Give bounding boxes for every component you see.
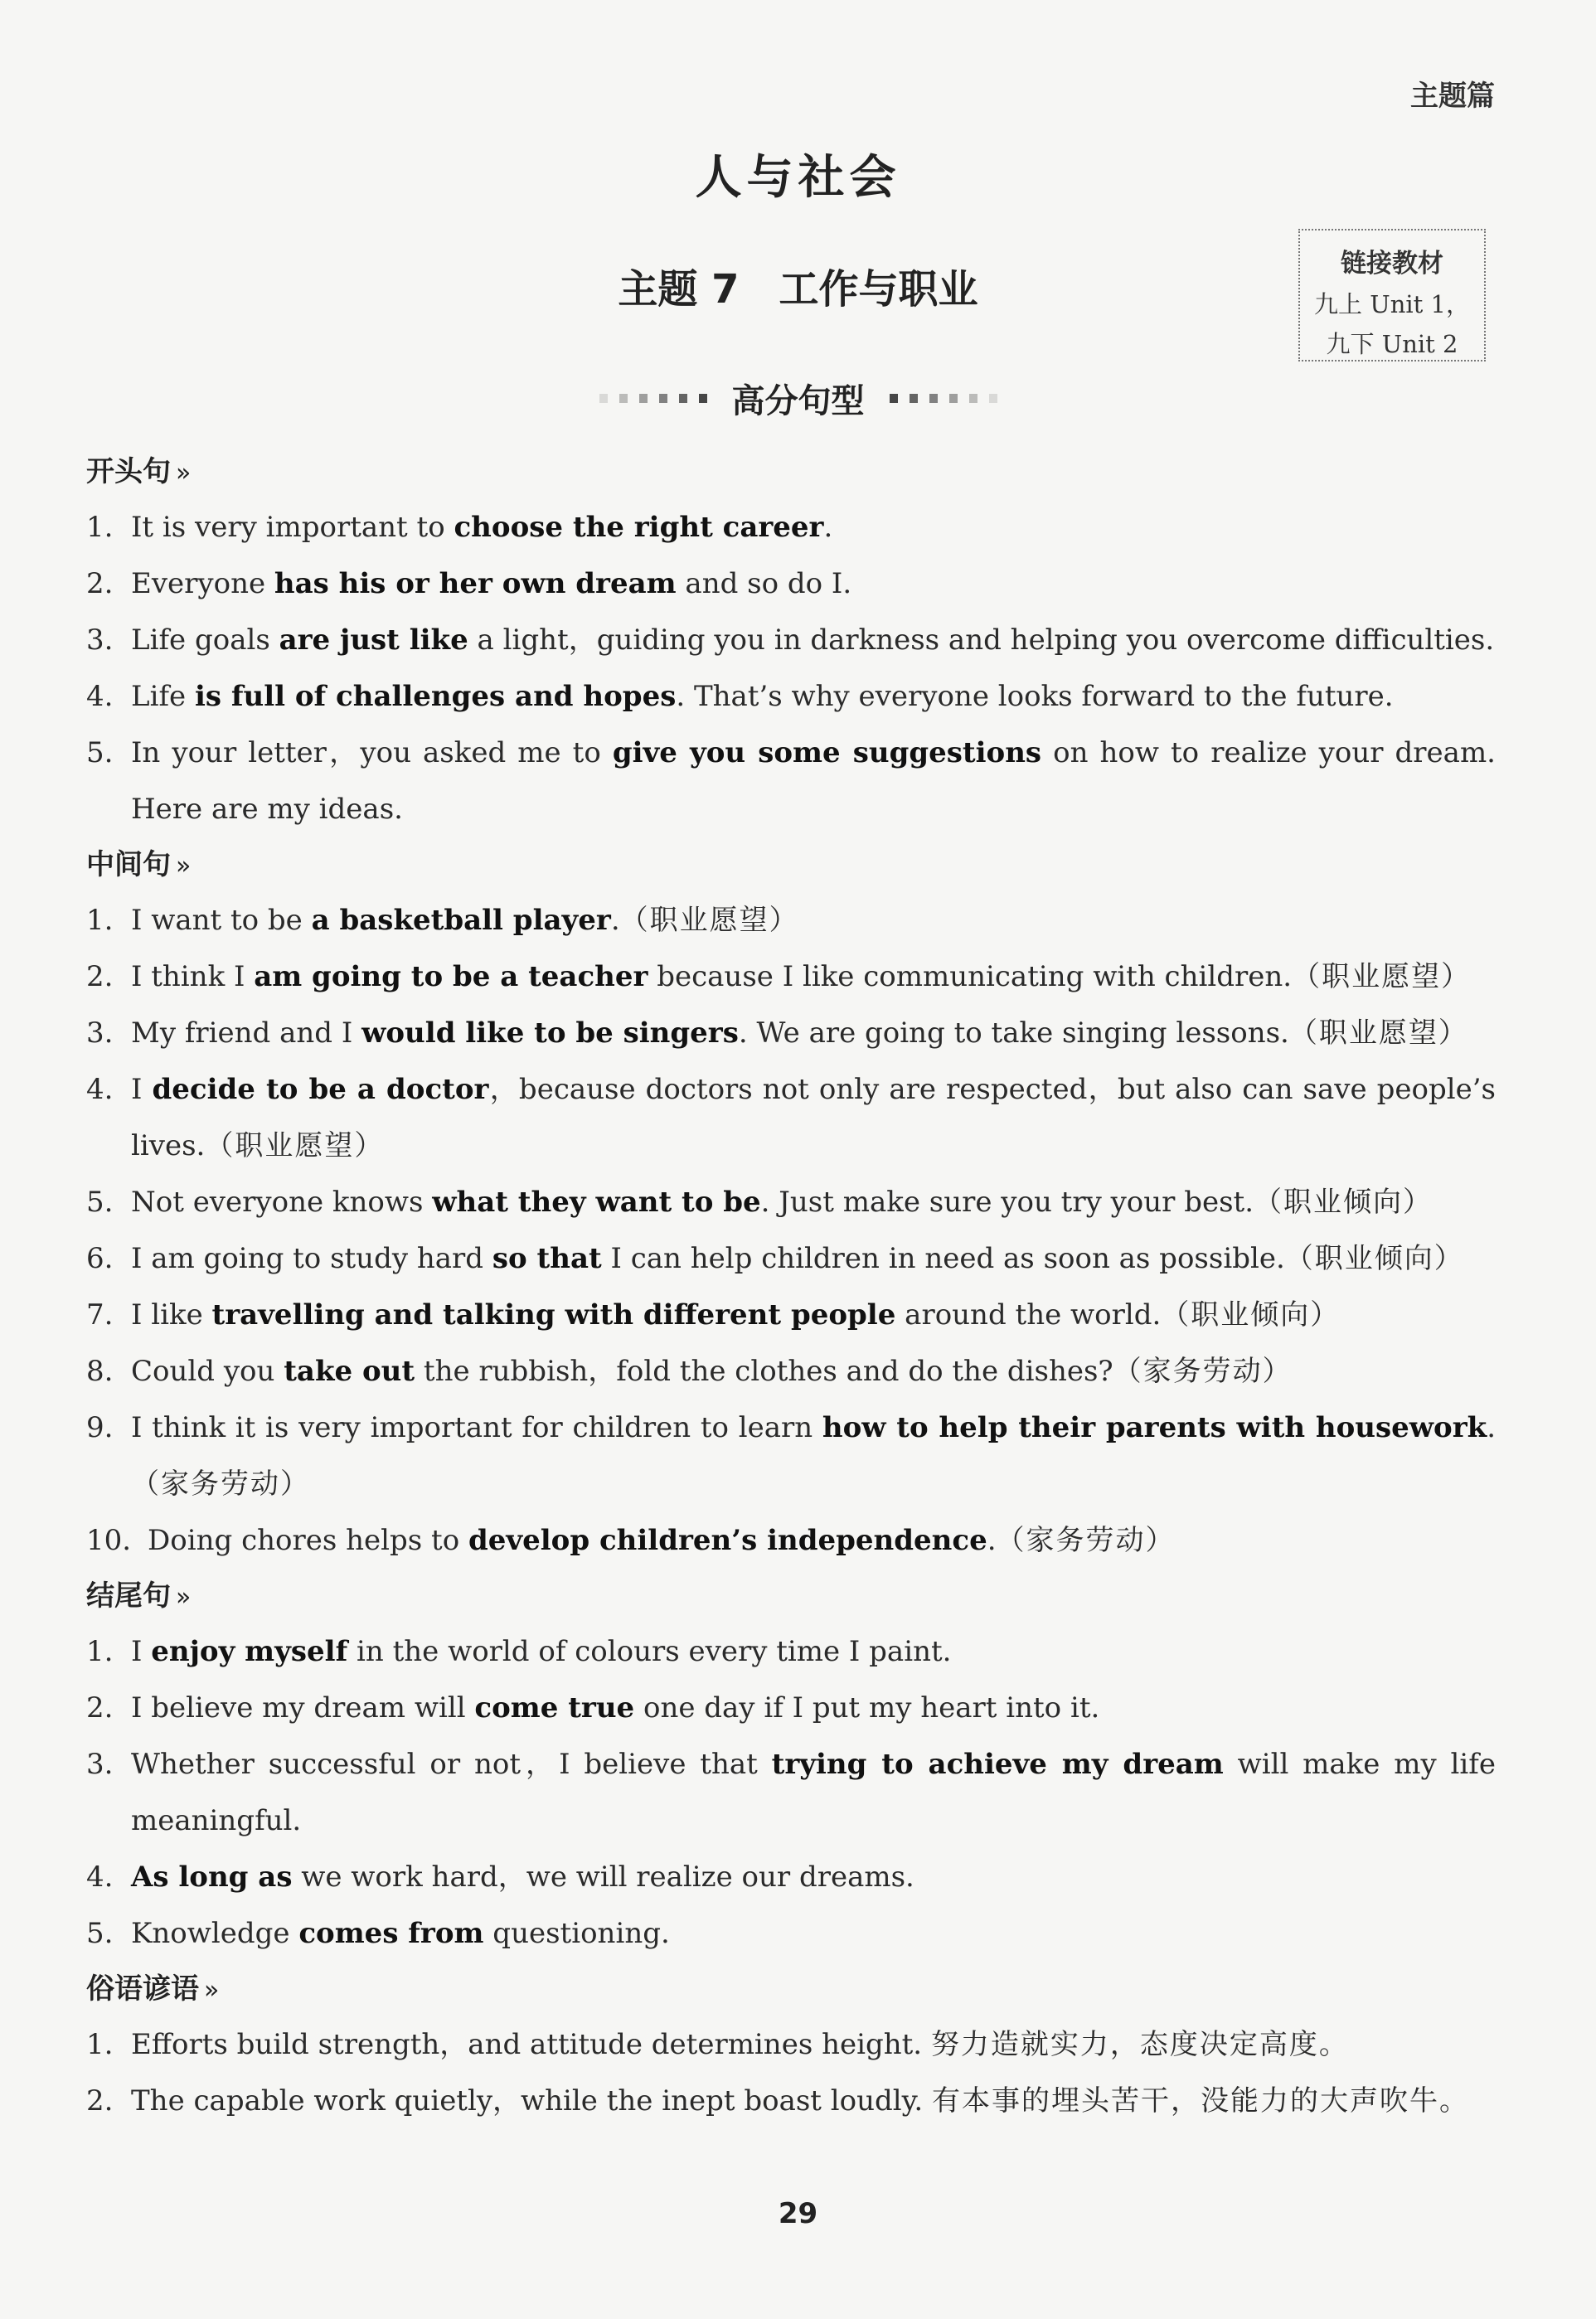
key-phrase: travelling and talking with different people	[211, 1298, 896, 1332]
item-number: 5.	[86, 736, 114, 769]
category-tag: （职业愿望）	[1288, 1016, 1468, 1050]
key-phrase: choose the right career	[454, 511, 824, 544]
item-number: 6.	[86, 1242, 114, 1275]
item-text	[131, 1287, 1496, 1343]
section-banner	[0, 375, 1596, 422]
key-phrase: As long as	[131, 1861, 293, 1894]
item-number: 2.	[86, 567, 114, 600]
plain-text: It is very important to	[131, 511, 454, 544]
key-phrase: come true	[474, 1691, 635, 1725]
item-text	[131, 1736, 1496, 1849]
item-text	[131, 1680, 1496, 1736]
plain-text: . We are going to take singing lessons.	[738, 1016, 1289, 1050]
plain-text: Life	[131, 680, 195, 713]
plain-text: I am going to study hard	[131, 1242, 492, 1275]
link-box-line: 九上 Unit 1，	[1314, 290, 1470, 318]
plain-text: I like	[131, 1298, 212, 1332]
category-tag: （职业倾向）	[1284, 1242, 1464, 1275]
plain-text: .	[1487, 1411, 1496, 1444]
section-heading-proverbs	[86, 1962, 1496, 2016]
category-tag: （职业倾向）	[1161, 1298, 1341, 1332]
key-phrase: am going to be a teacher	[254, 960, 648, 993]
item-number: 3.	[86, 1016, 114, 1050]
item-text	[131, 555, 1496, 612]
banner-dots-left	[599, 394, 707, 403]
banner-dots-right	[890, 394, 997, 403]
item-number: 8.	[86, 1355, 114, 1388]
sentence-item	[86, 1623, 1496, 1680]
category-tag: （职业愿望）	[205, 1129, 385, 1162]
sentence-item	[86, 1230, 1496, 1287]
key-phrase: what they want to be	[432, 1186, 761, 1219]
sentence-item	[86, 1849, 1496, 1905]
key-phrase: take out	[284, 1355, 415, 1388]
item-text	[131, 725, 1496, 837]
item-number: 3.	[86, 1748, 114, 1781]
plain-text: I want to be	[131, 904, 312, 937]
sentence-item	[86, 725, 1496, 837]
plain-text: I	[131, 1073, 153, 1106]
item-text	[131, 668, 1496, 725]
item-number: 1.	[86, 511, 114, 544]
link-box-title: 链接教材	[1341, 249, 1443, 279]
plain-text: in the world of colours every time I paint.	[347, 1635, 952, 1668]
proverb-chinese: 努力造就实力，态度决定高度。	[930, 2028, 1349, 2061]
sentence-item	[86, 1287, 1496, 1343]
plain-text: on how to realize your dream. Here are my ideas.	[131, 736, 1496, 826]
item-number: 5.	[86, 1917, 114, 1950]
plain-text: Not everyone knows	[131, 1186, 433, 1219]
key-phrase: has his or her own dream	[274, 567, 677, 600]
key-phrase: enjoy myself	[151, 1635, 348, 1668]
sentence-item	[86, 612, 1496, 668]
plain-text: Whether successful or not，I believe that	[131, 1748, 772, 1781]
key-phrase: develop children’s independence	[468, 1524, 987, 1557]
key-phrase: trying to achieve my dream	[771, 1748, 1224, 1781]
sentence-item	[86, 1680, 1496, 1736]
sentence-item	[86, 1400, 1496, 1512]
sentence-item	[86, 1343, 1496, 1400]
corner-label: 主题篇	[1410, 80, 1495, 113]
key-phrase: so that	[492, 1242, 602, 1275]
item-number: 2.	[86, 1691, 114, 1725]
key-phrase: are just like	[279, 623, 468, 657]
sentence-item	[86, 948, 1496, 1005]
item-number: 4.	[86, 1861, 114, 1894]
plain-text: I	[131, 1635, 152, 1668]
section-heading-ending	[86, 1569, 1496, 1623]
plain-text: .	[610, 904, 620, 937]
section-heading-opening	[86, 444, 1496, 499]
sentence-item	[86, 1061, 1496, 1174]
plain-text: Could you	[131, 1355, 284, 1388]
chevron-icon: »	[204, 1976, 220, 2005]
link-box-line: 九下 Unit 2	[1326, 330, 1458, 358]
item-number: 3.	[86, 623, 114, 657]
item-number: 1.	[86, 904, 114, 937]
textbook-link-box	[1298, 229, 1486, 361]
item-text	[131, 1905, 1496, 1962]
item-number: 1.	[86, 1635, 114, 1668]
item-number: 5.	[86, 1186, 114, 1219]
item-text	[131, 1849, 1496, 1905]
sentence-item	[86, 892, 1496, 948]
plain-text: I think it is very important for children to learn	[131, 1411, 822, 1444]
item-text	[131, 948, 1496, 1005]
plain-text: Everyone	[131, 567, 274, 600]
category-tag: （家务劳动）	[1113, 1355, 1293, 1388]
category-tag: （职业愿望）	[1292, 960, 1472, 993]
sentence-item	[86, 555, 1496, 612]
item-number: 7.	[86, 1298, 114, 1332]
sentence-item	[86, 668, 1496, 725]
plain-text: we work hard，we will realize our dreams.	[292, 1861, 914, 1894]
section-heading-text: 结尾句	[86, 1579, 171, 1613]
category-tag: （职业愿望）	[619, 904, 799, 937]
plain-text: around the world.	[895, 1298, 1162, 1332]
plain-text: Life goals	[131, 623, 279, 657]
plain-text: Doing chores helps to	[148, 1524, 468, 1557]
item-text	[131, 1623, 1496, 1680]
plain-text: Knowledge	[131, 1917, 299, 1950]
key-phrase: how to help their parents with housework	[822, 1411, 1487, 1444]
item-text	[131, 1005, 1496, 1061]
plain-text: one day if I put my heart into it.	[634, 1691, 1100, 1725]
sentence-list	[86, 444, 1496, 2129]
topic-name: 工作与职业	[779, 266, 978, 313]
topic-number: 主题 7	[618, 266, 740, 313]
key-phrase: comes from	[298, 1917, 484, 1950]
plain-text: I believe my dream will	[131, 1691, 475, 1725]
section-heading-text: 中间句	[86, 848, 171, 881]
sentence-item	[86, 1736, 1496, 1849]
item-text	[131, 499, 1496, 555]
chevron-icon: »	[176, 1583, 192, 1612]
item-text	[131, 1174, 1496, 1230]
plain-text: the rubbish，fold the clothes and do the dishes?	[415, 1355, 1113, 1388]
plain-text: I can help children in need as soon as possible.	[601, 1242, 1285, 1275]
item-number: 1.	[86, 2028, 114, 2061]
plain-text: I think I	[131, 960, 255, 993]
section-heading-text: 开头句	[86, 455, 171, 488]
sentence-item	[86, 499, 1496, 555]
proverb-english: The capable work quietly，while the inept boast loudly.	[131, 2084, 932, 2118]
plain-text: and so do I.	[676, 567, 852, 600]
item-number: 4.	[86, 680, 114, 713]
sentence-item	[86, 1174, 1496, 1230]
plain-text: ，because doctors not only are respected，but also can save people’s lives.	[131, 1073, 1496, 1162]
category-tag: （家务劳动）	[996, 1524, 1176, 1557]
proverb-chinese: 有本事的埋头苦干，没能力的大声吹牛。	[931, 2084, 1469, 2118]
sentence-item	[86, 2073, 1496, 2129]
item-number: 2.	[86, 2084, 114, 2118]
item-text	[131, 892, 1496, 948]
chevron-icon: »	[176, 851, 192, 881]
item-number: 2.	[86, 960, 114, 993]
sentence-item	[86, 2016, 1496, 2073]
sentence-item	[86, 1905, 1496, 1962]
plain-text: .	[823, 511, 833, 544]
item-text	[131, 1061, 1496, 1174]
plain-text: My friend and I	[131, 1016, 362, 1050]
plain-text: . Just make sure you try your best.	[760, 1186, 1254, 1219]
key-phrase: would like to be singers	[361, 1016, 739, 1050]
proverb-english: Efforts build strength，and attitude determines height.	[131, 2028, 931, 2061]
item-text	[131, 612, 1496, 668]
category-tag: （家务劳动）	[131, 1468, 310, 1501]
item-text	[131, 1343, 1496, 1400]
category-tag: （职业倾向）	[1254, 1186, 1433, 1219]
plain-text: . That’s why everyone looks forward to the future.	[676, 680, 1394, 713]
plain-text: a light，guiding you in darkness and helping you overcome difficulties.	[468, 623, 1495, 657]
section-heading-middle	[86, 837, 1496, 892]
main-title: 人与社会	[695, 151, 901, 205]
plain-text: will make my life meaningful.	[131, 1748, 1496, 1837]
item-number: 10.	[86, 1524, 132, 1557]
sentence-item	[86, 1005, 1496, 1061]
plain-text: .	[987, 1524, 997, 1557]
item-text	[131, 1400, 1496, 1512]
section-heading-text: 俗语谚语	[86, 1972, 199, 2006]
sentence-item	[86, 1512, 1496, 1569]
item-text	[131, 2073, 1496, 2129]
key-phrase: decide to be a doctor	[152, 1073, 489, 1106]
plain-text: because I like communicating with children.	[648, 960, 1293, 993]
banner-title: 高分句型	[731, 382, 865, 420]
item-text	[131, 1230, 1496, 1287]
key-phrase: is full of challenges and hopes	[194, 680, 677, 713]
item-number: 9.	[86, 1411, 114, 1444]
plain-text: In your letter，you asked me to	[131, 736, 613, 769]
chevron-icon: »	[176, 458, 192, 488]
item-text	[148, 1512, 1496, 1569]
key-phrase: a basketball player	[311, 904, 611, 937]
plain-text: questioning.	[483, 1917, 670, 1950]
page-number: 29	[778, 2197, 818, 2230]
key-phrase: give you some suggestions	[612, 736, 1042, 769]
item-text	[131, 2016, 1496, 2073]
item-number: 4.	[86, 1073, 114, 1106]
